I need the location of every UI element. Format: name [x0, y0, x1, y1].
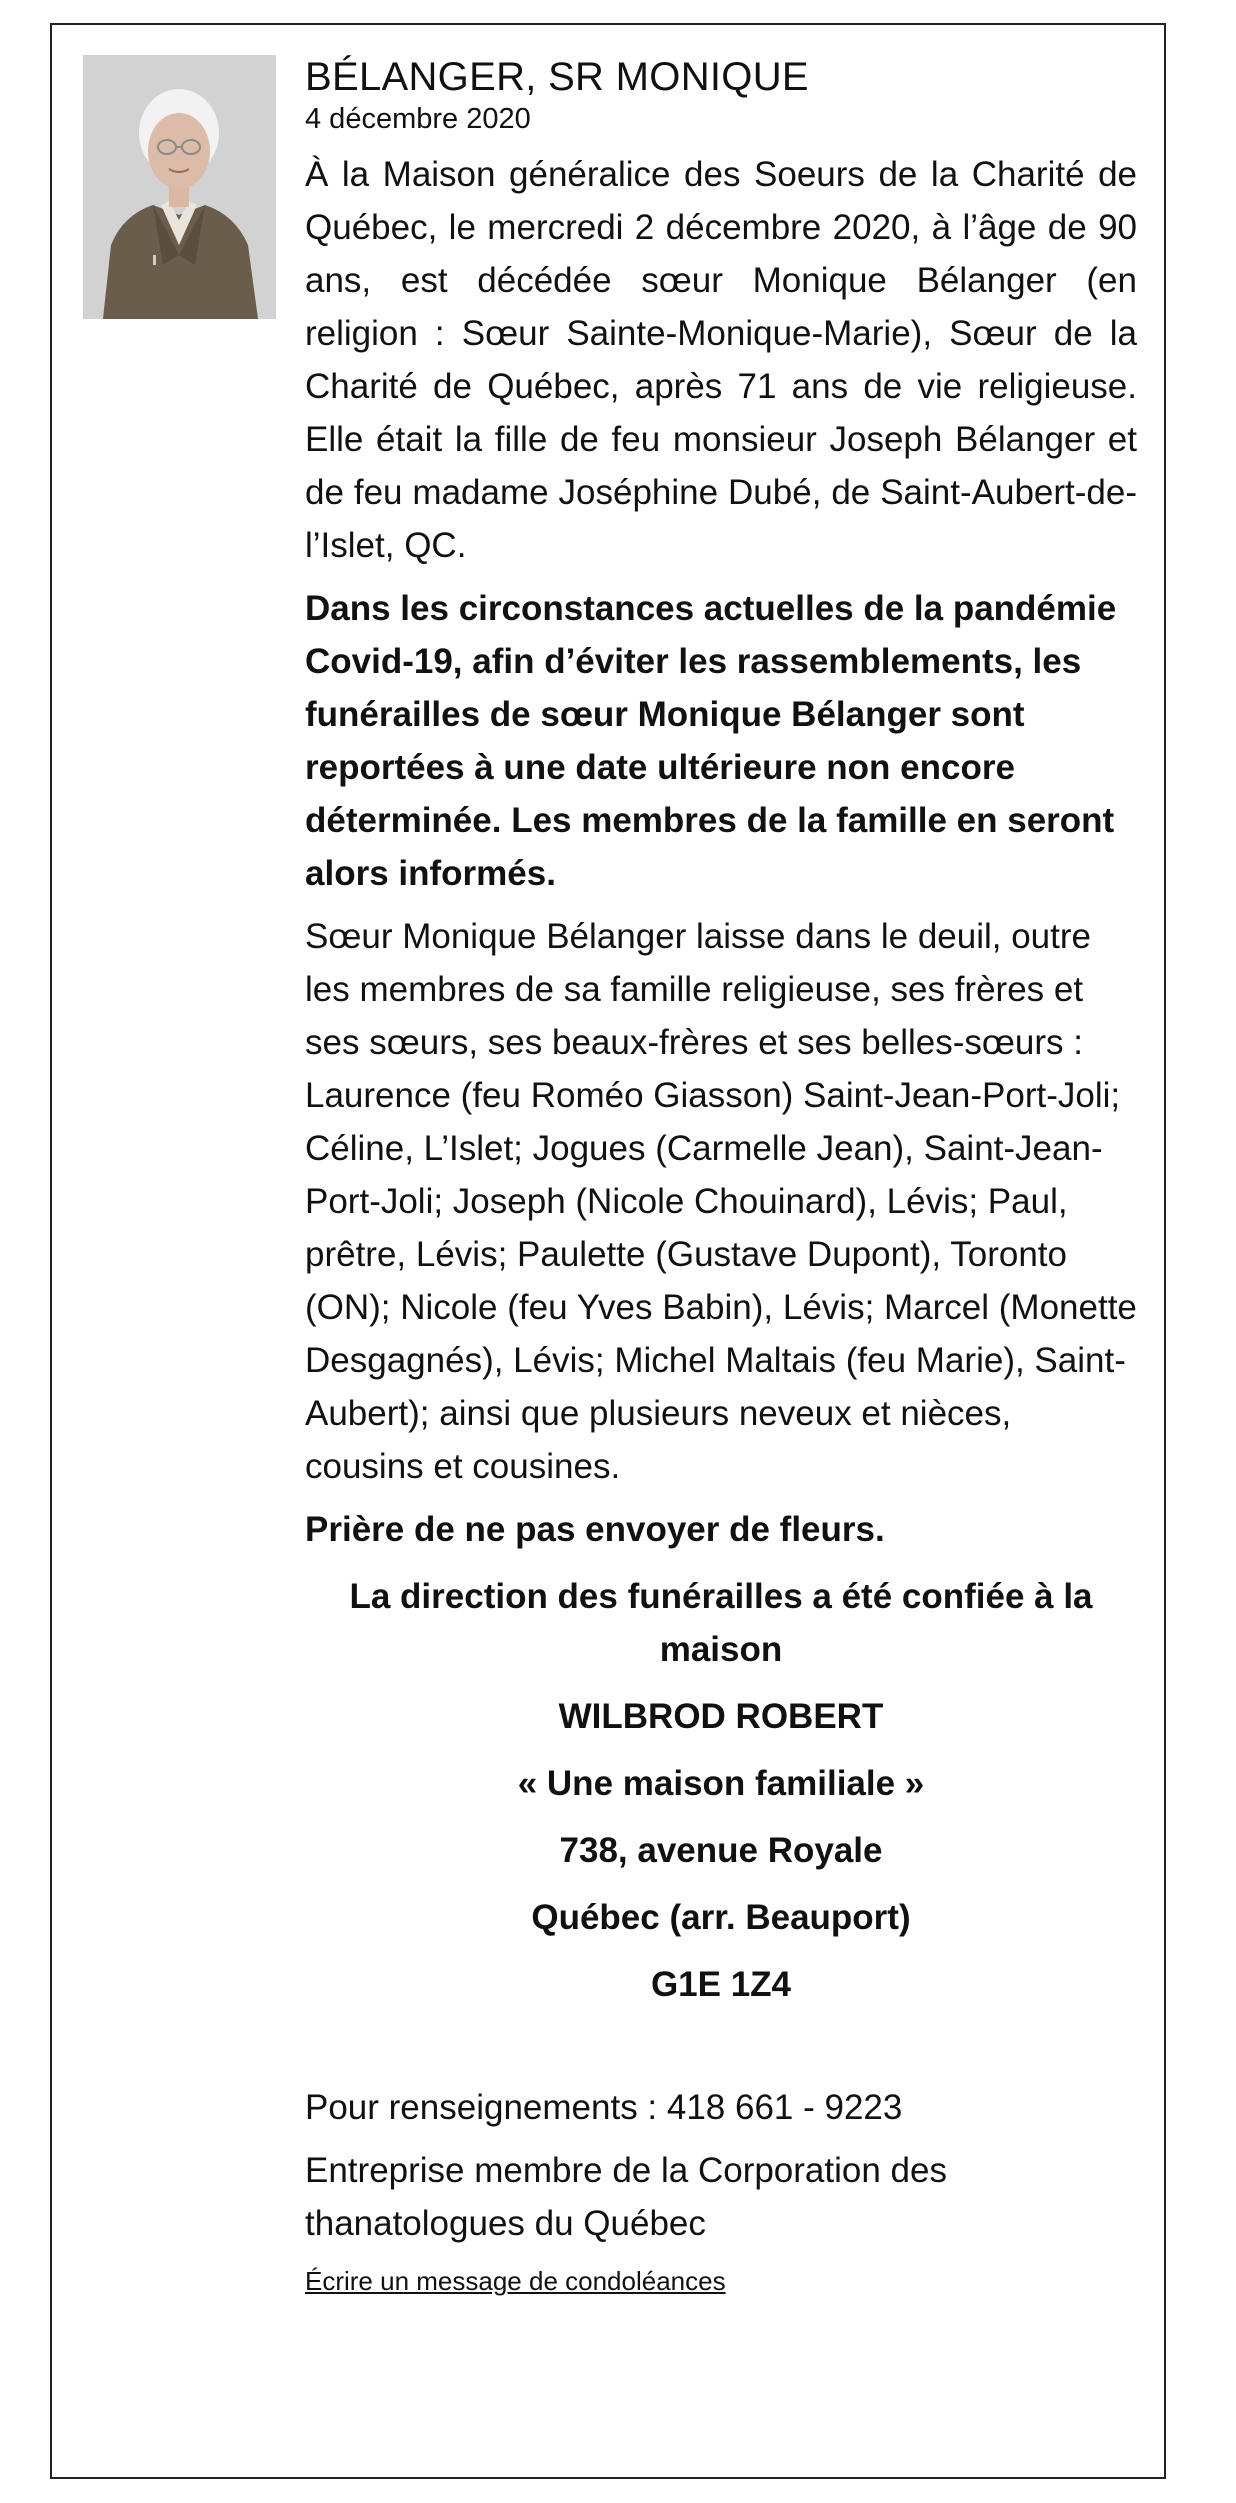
death-announcement: À la Maison généralice des Soeurs de la Charité de Québec, le mercredi 2 décembre 2020, à l’âge de 90 ans, est décédée sœur Monique Bélanger (en religion : Sœur Sainte-Monique-Marie), Sœur de la Charité de Québec, après 71 ans de vie religieuse. Elle était la fille de feu monsieur Joseph Bélanger et de feu madame Joséphine Dubé, de Saint-Aubert-de-l’Islet, QC. [305, 155, 1137, 565]
portrait-image [83, 55, 276, 319]
funeral-home-city: Québec (arr. Beauport) [531, 1898, 911, 1937]
spacer [305, 2011, 1137, 2081]
flowers-request: Prière de ne pas envoyer de fleurs. [305, 1510, 885, 1549]
funeral-direction-intro: La direction des funérailles a été confiée à la maison [349, 1577, 1093, 1669]
publication-date: 4 décembre 2020 [305, 103, 531, 135]
funeral-home-street: 738, avenue Royale [559, 1831, 883, 1870]
condolence-link[interactable]: Écrire un message de condoléances [305, 2266, 726, 2296]
funeral-home-name: WILBROD ROBERT [558, 1697, 884, 1736]
deceased-name: BÉLANGER, SR MONIQUE [305, 55, 809, 99]
portrait-photo [83, 55, 276, 319]
obituary-content [305, 52, 1137, 2298]
covid-notice: Dans les circonstances actuelles de la pandémie Covid-19, afin d’éviter les rassemblements, les funérailles de sœur Monique Bélanger sont reportées à une date ultérieure non encore déterminée. Les membres de la famille en seront alors informés. [305, 589, 1117, 893]
contact-info: Pour renseignements : 418 661 - 9223 [305, 2088, 903, 2127]
family-mourners: Sœur Monique Bélanger laisse dans le deuil, outre les membres de sa famille religieuse, ses frères et ses sœurs, ses beaux-frères et ses belles-sœurs : Laurence (feu Roméo Giasson) Saint-Jean-Port-Joli; Céline, L’Islet; Jogues (Carmelle Jean), Saint-Jean-Port-Joli; Joseph (Nicole Chouinard), Lévis; Paul, prêtre, Lévis; Paulette (Gustave Dupont), Toronto (ON); Nicole (feu Yves Babin), Lévis; Marcel (Monette Desgagnés), Lévis; Michel Maltais (feu Marie), Saint-Aubert); ainsi que plusieurs neveux et nièces, cousins et cousines. [305, 917, 1137, 1486]
funeral-home-postal: G1E 1Z4 [650, 1965, 792, 2004]
membership-note: Entreprise membre de la Corporation des thanatologues du Québec [305, 2151, 947, 2243]
funeral-home-slogan: « Une maison familiale » [517, 1764, 925, 1803]
